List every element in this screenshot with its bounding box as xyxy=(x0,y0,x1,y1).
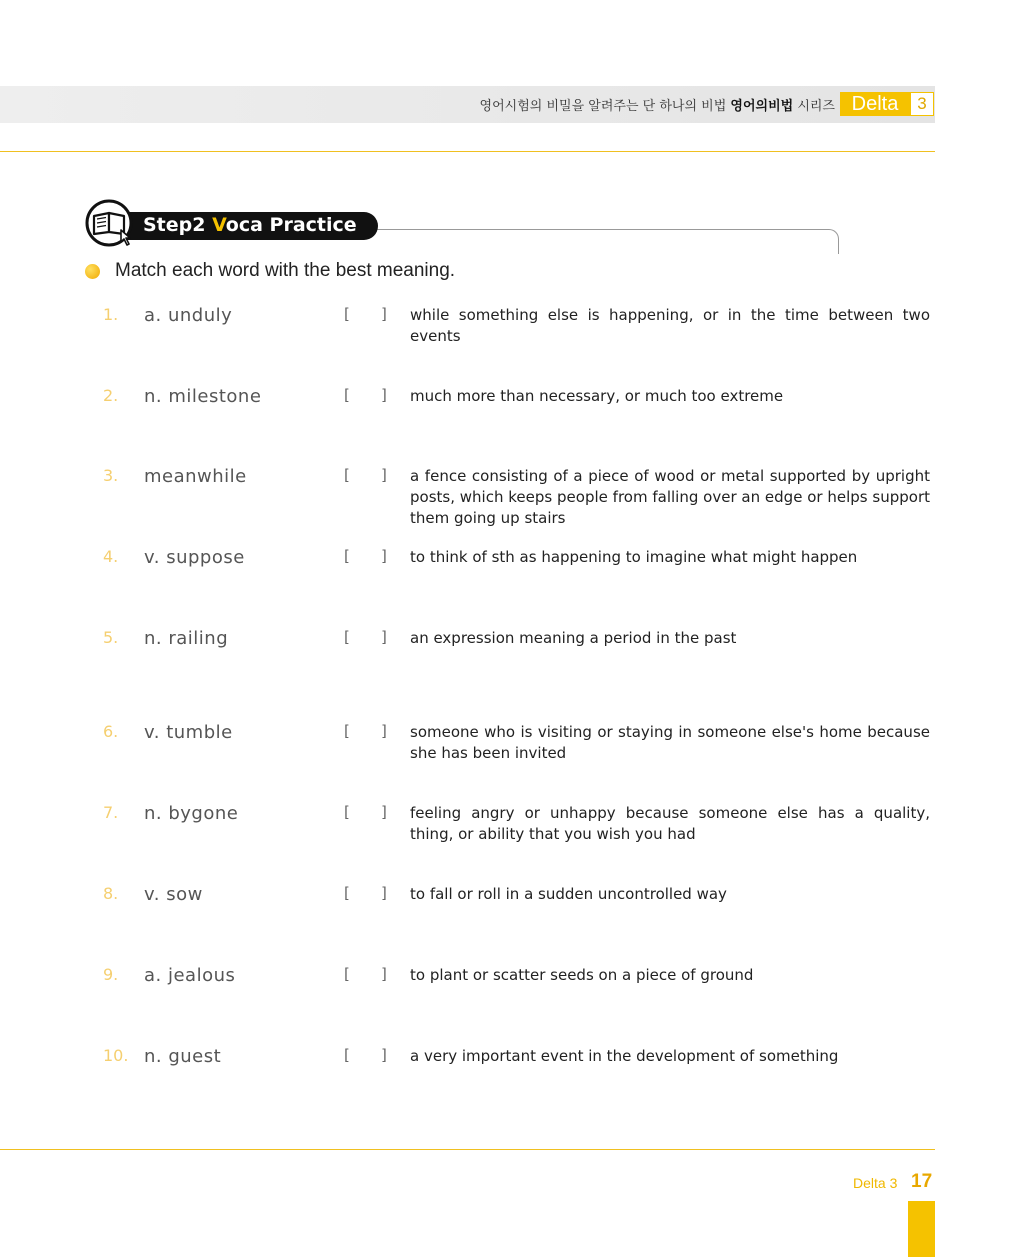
top-divider xyxy=(0,151,935,152)
item-number: 4. xyxy=(103,547,119,566)
vocab-word: a. jealous xyxy=(144,965,236,986)
item-number: 3. xyxy=(103,466,119,485)
series-brand: 영어의비법 xyxy=(730,99,794,114)
item-number: 8. xyxy=(103,884,119,903)
item-number: 7. xyxy=(103,803,119,822)
page-number: 17 xyxy=(911,1171,933,1192)
vocab-word: n. guest xyxy=(144,1046,222,1067)
vocab-word: v. suppose xyxy=(144,547,245,568)
definition-text: much more than necessary, or much too extreme xyxy=(410,387,784,405)
vocab-word: n. milestone xyxy=(144,386,262,407)
definition-text: to think of sth as happening to imagine what might happen xyxy=(410,548,858,566)
vocab-word: v. sow xyxy=(144,884,203,905)
item-number: 9. xyxy=(103,965,119,984)
book-name-badge: Delta xyxy=(840,92,910,116)
item-number: 5. xyxy=(103,628,119,647)
item-number: 6. xyxy=(103,722,119,741)
item-number: 10. xyxy=(103,1046,129,1065)
section-title: Step2 Voca Practice xyxy=(143,214,357,236)
definition-text: to fall or roll in a sudden uncontrolled way xyxy=(410,885,727,903)
definition-text: a very important event in the development of something xyxy=(410,1047,839,1065)
vocab-word: n. railing xyxy=(144,628,229,649)
bottom-divider xyxy=(0,1149,935,1150)
book-icon xyxy=(85,199,137,247)
item-number: 1. xyxy=(103,305,119,324)
vocab-word: a. unduly xyxy=(144,305,233,326)
vocab-word: v. tumble xyxy=(144,722,233,743)
definition-text: while something else is happening, or in the time between two events xyxy=(410,306,930,345)
instruction-text: Match each word with the best meaning. xyxy=(115,260,456,281)
series-title: 영어시험의 비밀을 알려주는 단 하나의 비법 영어의비법 시리즈 xyxy=(479,99,835,114)
definition-text: a fence consisting of a piece of wood or metal supported by upright posts, which keeps people from falling over an edge or helps support them going up stairs xyxy=(410,467,930,527)
section-frame-line xyxy=(370,229,839,254)
definition-text: feeling angry or unhappy because someone else has a quality, thing, or ability that you wish you had xyxy=(410,804,930,843)
definition-text: to plant or scatter seeds on a piece of ground xyxy=(410,966,754,984)
vocab-word: n. bygone xyxy=(144,803,239,824)
bullet-dot-icon xyxy=(85,264,100,279)
page-edge-tab xyxy=(908,1201,935,1257)
book-number-badge: 3 xyxy=(910,92,934,116)
footer-book-label: Delta 3 xyxy=(853,1175,898,1191)
item-number: 2. xyxy=(103,386,119,405)
definition-text: an expression meaning a period in the past xyxy=(410,629,737,647)
vocab-word: meanwhile xyxy=(144,466,247,487)
definition-text: someone who is visiting or staying in someone else's home because she has been invited xyxy=(410,723,930,762)
